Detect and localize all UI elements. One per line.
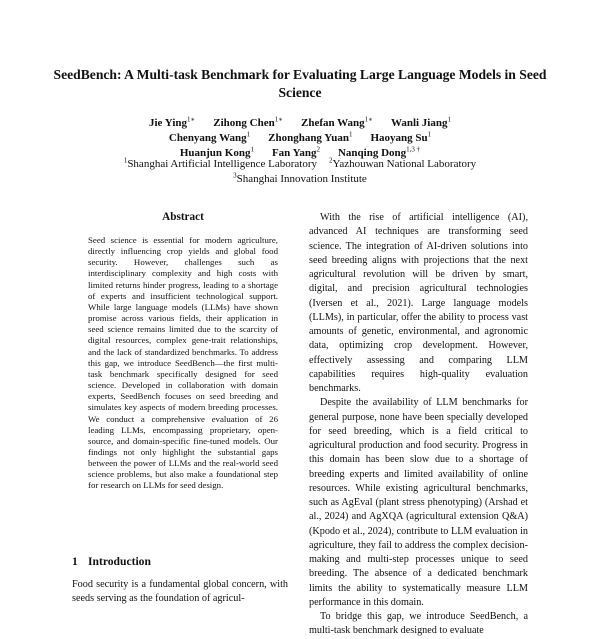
author-name: Fan Yang bbox=[271, 147, 317, 159]
author bbox=[391, 116, 451, 131]
affiliation-mark: 1 bbox=[123, 156, 128, 165]
author-name: Jie Ying bbox=[149, 117, 187, 129]
affiliation-name: Shanghai Artificial Intelligence Laboratory bbox=[127, 158, 317, 170]
affiliation bbox=[329, 157, 476, 172]
affiliation-mark: 2 bbox=[329, 156, 333, 165]
affiliation-line bbox=[60, 172, 540, 187]
author-list bbox=[60, 116, 540, 161]
affiliation-name: Yazhouwan National Laboratory bbox=[332, 158, 477, 170]
section-title: Introduction bbox=[88, 555, 151, 568]
author bbox=[301, 116, 373, 131]
author-affiliation-mark: 1 bbox=[348, 130, 353, 139]
author-affiliation-mark: 2 bbox=[316, 145, 320, 154]
affiliation-list bbox=[60, 157, 540, 186]
author-name: Chenyang Wang bbox=[168, 132, 247, 144]
author bbox=[213, 116, 283, 131]
author bbox=[268, 131, 352, 146]
author-affiliation-mark: 1 bbox=[427, 130, 432, 139]
author-affiliation-mark: 1∗ bbox=[364, 115, 373, 124]
author-name: Wanli Jiang bbox=[390, 117, 448, 129]
author-line bbox=[60, 116, 540, 131]
body-paragraph: With the rise of artificial intelligence (AI), advanced AI techniques are transforming seed science. The integration of AI-driven solutions into seed breeding aligns with projections that the next agricultural revolution will be driven by smart, digital, and precision agricultural technologies (Iversen et al., 2021). Large language models (LLMs), in particular, offer the ability to process vast amounts of genetic, environmental, and agronomic data, optimizing crop development. However, effectively assessing and comparing LLM capabilities requires high-quality evaluation benchmarks. bbox=[309, 212, 528, 394]
affiliation-mark: 3 bbox=[233, 170, 237, 179]
body-paragraph: Despite the availability of LLM benchmarks for general purpose, none have been specially developed for seed breeding, which is a field critical to agricultural production and food security. Progress in this domain has been slow due to a shortage of breeding experts and limited availability of online resources. While existing agricultural benchmarks, such as AgEval (plant stress phenotyping) (Arshad et al., 2024) and AgXQA (agricultural extension Q&A) (Kpodo et al., 2024), contribute to LLM evaluation in agriculture, they fail to address the complex decision-making and multi-step processes unique to seed breeding. The absence of a dedicated benchmark limits the ability to systematically measure LLM performance in this domain. bbox=[309, 397, 528, 608]
section-number: 1 bbox=[72, 555, 78, 568]
abstract-text: Seed science is essential for modern agriculture, directly influencing crop yields and global food security. However, challenges such as interdisciplinary complexity and high costs with limited returns hinder progress, leading to a shortage of experts and insufficient technological support. While large language models (LLMs) have shown promise across various fields, their application in seed science remains limited due to the scarcity of digital resources, complex gene-trait relationships, and the lack of standardized benchmarks. To address this gap, we introduce SeedBench—the first multi-task benchmark specifically designed for seed science. Developed in collaboration with domain experts, SeedBench focuses on seed breeding and simulates key aspects of modern breeding processes. We conduct a comprehensive evaluation of 26 leading LLMs, encompassing proprietary, open-source, and domain-specific fine-tuned models. Our findings not only highlight the substantial gaps between the power of LLMs and the real-world seed science problems, but also make a foundational step for research on LLMs for seed design. bbox=[88, 235, 278, 491]
right-column bbox=[309, 211, 528, 639]
author-name: Huanjun Kong bbox=[179, 147, 251, 159]
author-name: Haoyang Su bbox=[370, 132, 428, 144]
affiliation-line bbox=[60, 157, 540, 172]
paper-title: SeedBench: A Multi-task Benchmark for Evaluating Large Language Models in Seed Science bbox=[53, 67, 547, 100]
author bbox=[169, 131, 250, 146]
author-affiliation-mark: 1 bbox=[447, 115, 451, 124]
intro-paragraph: Food security is a fundamental global concern, with seeds serving as the foundation of agricul- bbox=[72, 579, 288, 605]
author-line bbox=[60, 131, 540, 146]
author bbox=[370, 131, 431, 146]
author-affiliation-mark: 1 bbox=[246, 130, 251, 139]
affiliation-name: Shanghai Innovation Institute bbox=[236, 172, 367, 185]
abstract-heading: Abstract bbox=[162, 211, 204, 223]
author-name: Zihong Chen bbox=[213, 117, 275, 129]
body-paragraph: To bridge this gap, we introduce SeedBench, a multi-task benchmark designed to evaluate bbox=[309, 611, 528, 637]
affiliation bbox=[233, 172, 367, 187]
author-affiliation-mark: 1 bbox=[250, 145, 254, 154]
author-name: Zhefan Wang bbox=[300, 117, 365, 129]
author-affiliation-mark: 1∗ bbox=[274, 115, 283, 124]
author bbox=[149, 116, 195, 131]
section-heading bbox=[72, 555, 151, 568]
author-affiliation-mark: 1,3 † bbox=[406, 145, 421, 154]
author-name: Zhonghang Yuan bbox=[268, 132, 349, 144]
affiliation bbox=[124, 157, 317, 172]
author-affiliation-mark: 1∗ bbox=[187, 115, 196, 124]
author-name: Nanqing Dong bbox=[337, 147, 407, 159]
